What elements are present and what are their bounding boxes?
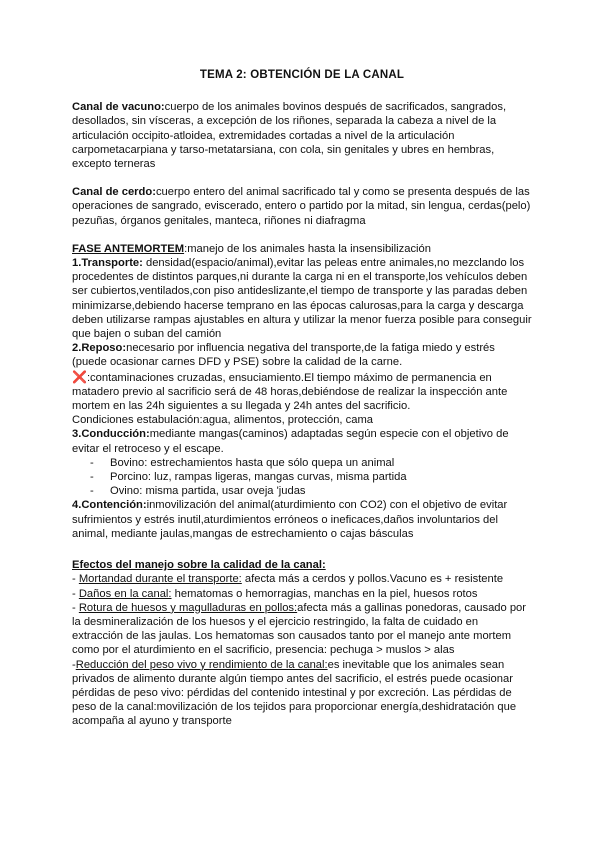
list-item: - Porcino: luz, rampas ligeras, mangas curvas, misma partida bbox=[90, 470, 532, 484]
conduccion-list bbox=[72, 456, 532, 499]
contencion-text: inmovilización del animal(aturdimiento con CO2) con el objetivo de evitar sufrimientos y estrés inutil,aturdimientos erróneos o ineficaces,daños involuntarios del animal, mediante jaulas,mangas de estrechamiento o cajas básculas bbox=[72, 499, 508, 540]
rotura-label: Rotura de huesos y magulladuras en pollos: bbox=[78, 601, 298, 614]
reposo-paragraph bbox=[72, 341, 532, 369]
vacuno-paragraph bbox=[72, 100, 532, 171]
antemortem-label: FASE ANTEMORTEM bbox=[72, 242, 185, 255]
transporte-text: densidad(espacio/animal),evitar las peleas entre animales,no mezclando los procedentes de distintos parques,ni durante la carga ni en el transporte,los vehículos deben ser cubiertos,ventilados,con piso antideslizante,el tiempo de transporte y las paradas deben minimizarse,debiendo hacerse temprano en las épocas calurosas,para la carga y descarga deben utilizarse rampas ajustables en altura y utilizar la menor fuerza posible para conseguir que bajen o suban del camión bbox=[72, 257, 532, 341]
vacuno-label: Canal de vacuno: bbox=[72, 101, 165, 114]
conduccion-label: 3.Conducción: bbox=[72, 428, 150, 441]
cerdo-paragraph bbox=[72, 185, 532, 228]
contencion-paragraph bbox=[72, 498, 532, 541]
rotura-paragraph: - Rotura de huesos y magulladuras en pollos:afecta más a gallinas ponedoras, causado por la desmineralización de los huesos y el ejercicio restringido, la falta de cuidado en extracción de las jaulas. Los hematomas son causados tanto por el manejo ante mortem como por el aturdimiento en el sacrificio, presencia: pechuga > muslos > alas bbox=[72, 601, 527, 657]
list-item: - Bovino: estrechamientos hasta que sólo quepa un animal bbox=[90, 456, 532, 470]
rotura-text: afecta más a gallinas ponedoras, causado por la desmineralización de los huesos y el ejercicio restringido, la falta de cuidado en extracción de las jaulas. Los hematomas son causados tanto por el manejo ante mortem como por el aturdimiento en el sacrificio, presencia: pechuga > muslos > alas bbox=[72, 601, 527, 657]
reposo-conditions: Condiciones estabulación:agua, alimentos, protección, cama bbox=[72, 414, 373, 427]
contencion-label: 4.Contención: bbox=[72, 499, 147, 512]
list-item: - Ovino: misma partida, usar oveja 'judas bbox=[90, 484, 532, 498]
vacuno-text: cuerpo de los animales bovinos después de sacrificados, sangrados, desollados, sin vísceras, a excepción de los riñones, separada la cabeza a nivel de la articulación occipito-atloidea, extremidades cortadas a nivel de la articulación carpometacarpiana y tarso-metatarsiana, con cola, sin genitales y ubres en hembras, excepto terneras bbox=[72, 101, 507, 171]
reposo-label: 2.Reposo: bbox=[72, 342, 127, 355]
danos-text: hematomas o hemorragias, manchas en la piel, huesos rotos bbox=[171, 587, 478, 600]
danos-paragraph: - Daños en la canal: hematomas o hemorragias, manchas en la piel, huesos rotos bbox=[72, 587, 478, 600]
reduccion-label: Reducción del peso vivo y rendimiento de la canal: bbox=[75, 658, 328, 671]
efectos-heading: Efectos del manejo sobre la calidad de la canal: bbox=[72, 559, 326, 572]
reposo-warning bbox=[72, 370, 532, 414]
conduccion-paragraph bbox=[72, 427, 532, 455]
danos-label: Daños en la canal: bbox=[78, 587, 172, 600]
reduccion-text: es inevitable que los animales sean privados de alimento durante algún tiempo antes del sacrificio, el estrés puede ocasionar pérdidas de peso vivo: pérdidas del contenido intestinal y por excreción. Las pérdidas de peso de la canal:movilización de los tejidos para proporcionar energía,deshidratación que acompaña al ayuno y transporte bbox=[72, 658, 517, 728]
antemortem-heading bbox=[72, 242, 532, 256]
conduccion-text: mediante mangas(caminos) adaptadas según especie con el objetivo de evitar el retroceso y el escape. bbox=[72, 428, 509, 455]
page-title: TEMA 2: OBTENCIÓN DE LA CANAL bbox=[199, 69, 405, 81]
reposo-text: necesario por influencia negativa del transporte,de la fatiga miedo y estrés (puede ocasionar carnes DFD y PSE) sobre la calidad de la carne. bbox=[72, 342, 495, 369]
reduccion-paragraph: -Reducción del peso vivo y rendimiento de la canal:es inevitable que los animales sean privados de alimento durante algún tiempo antes del sacrificio, el estrés puede ocasionar pérdidas de peso vivo: pérdidas del contenido intestinal y por excreción. Las pérdidas de peso de la canal:movilización de los tejidos para proporcionar energía,deshidratación que acompaña al ayuno y transporte bbox=[72, 658, 517, 728]
cerdo-label: Canal de cerdo: bbox=[72, 186, 156, 199]
mortandad-label: Mortandad durante el transporte: bbox=[78, 573, 242, 586]
mortandad-text: afecta más a cerdos y pollos.Vacuno es + resistente bbox=[241, 573, 504, 586]
document-page bbox=[72, 68, 532, 729]
cross-mark-icon: ❌ bbox=[72, 369, 87, 384]
reposo-warning-text: :contaminaciones cruzadas, ensuciamiento.El tiempo máximo de permanencia en matadero previo al sacrificio será de 48 horas,debiéndose de realizar la inspección ante mortem en las 24h siguientes a su llegada y 24h antes del sacrificio. bbox=[72, 371, 508, 413]
cerdo-text: cuerpo entero del animal sacrificado tal y como se presenta después de las operaciones de sangrado, eviscerado, entero o partido por la mitad, sin lengua, cerdas(pelo) pezuñas, órganos genitales, manteca, riñones ni diafragma bbox=[72, 186, 531, 227]
mortandad-paragraph: - Mortandad durante el transporte: afecta más a cerdos y pollos.Vacuno es + resistente bbox=[72, 573, 504, 586]
antemortem-text: :manejo de los animales hasta la insensibilización bbox=[184, 242, 431, 255]
transporte-paragraph bbox=[72, 256, 532, 341]
transporte-label: 1.Transporte: bbox=[72, 257, 143, 270]
